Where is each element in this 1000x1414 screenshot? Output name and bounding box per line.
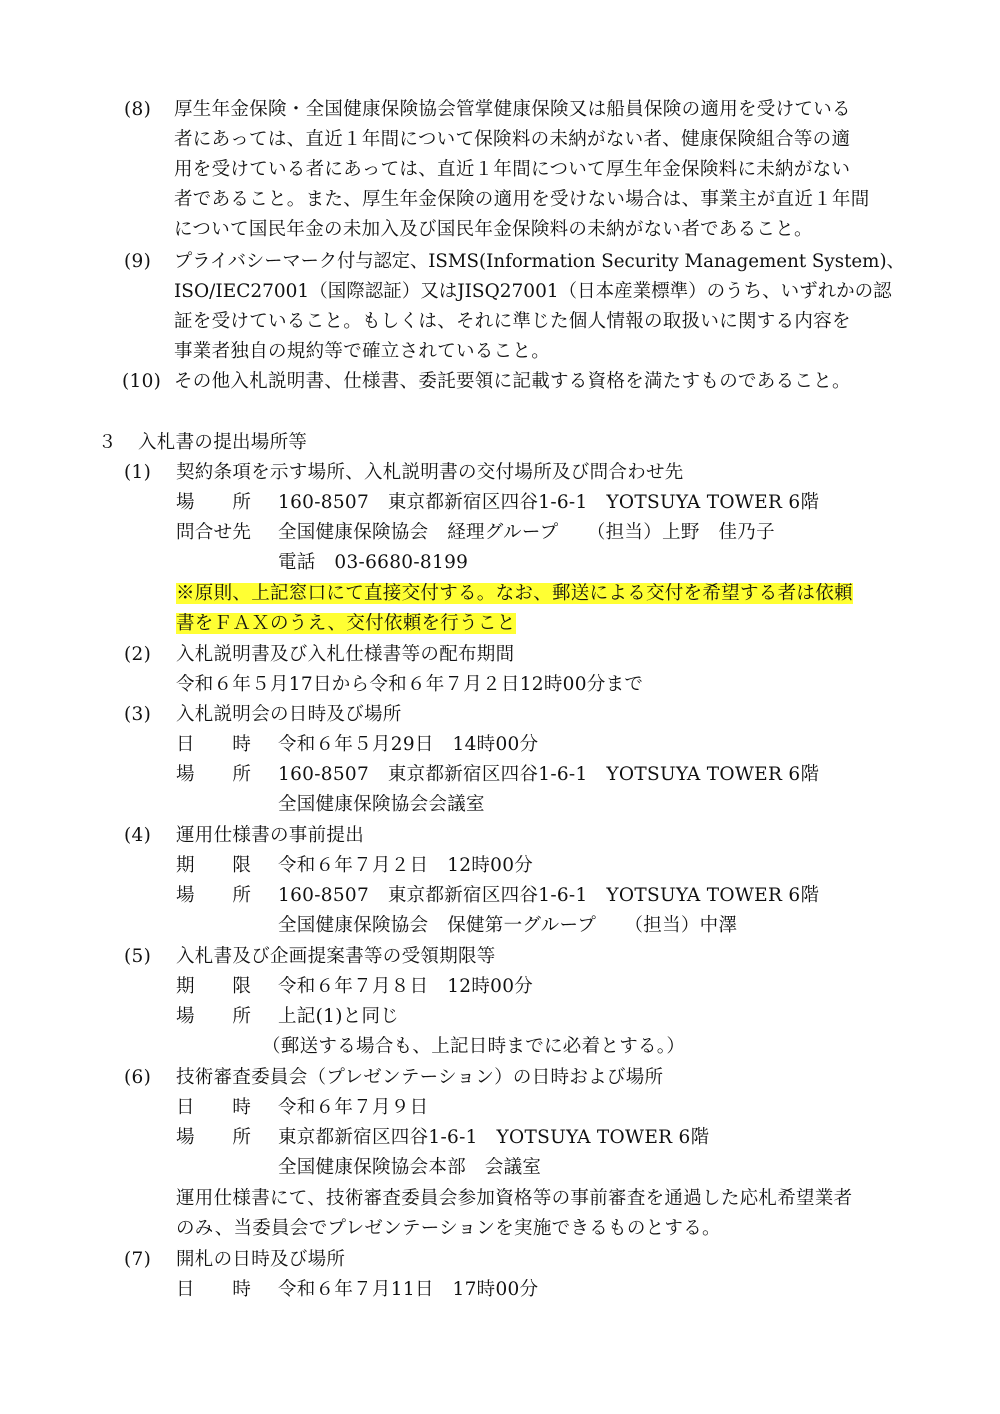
sub-1-note-line-1: ※原則、上記窓口にて直接交付する。なお、郵送による交付を希望する者は依頼 [176,583,853,604]
sub-6-number: (6) [124,1067,152,1088]
sub-6-place-value-2: 全国健康保険協会本部 会議室 [278,1157,542,1178]
sub-5-number: (5) [124,946,152,967]
sub-3-date-label: 日 時 [176,734,252,755]
sub-4-place-value-2: 全国健康保険協会 保健第一グループ （担当）中澤 [278,915,738,936]
sub-6-date-value: 令和６年７月９日 [278,1097,429,1118]
sub-1-contact-value: 全国健康保険協会 経理グループ （担当）上野 佳乃子 [278,522,775,543]
sub-6-place-label: 場 所 [176,1127,252,1148]
item-10-text: その他入札説明書、仕様書、委託要領に記載する資格を満たすものであること。 [174,371,851,392]
sub-1-phone: 電話 03-6680-8199 [278,552,469,573]
section-3-number: ３ [98,432,117,453]
sub-6-body-line-2: のみ、当委員会でプレゼンテーションを実施できるものとする。 [176,1218,721,1239]
sub-5-note: （郵送する場合も、上記日時までに必着とする。） [262,1036,686,1057]
sub-2-number: (2) [124,644,152,665]
sub-2-period: 令和６年５月17日から令和６年７月２日12時00分まで [176,674,644,695]
sub-6-body-line-1: 運用仕様書にて、技術審査委員会参加資格等の事前審査を通過した応札希望業者 [176,1188,853,1209]
item-10-number: (10) [122,371,162,392]
sub-4-place-label: 場 所 [176,885,252,906]
item-8-line-4: 者であること。また、厚生年金保険の適用を受けない場合は、事業主が直近１年間 [174,189,870,210]
sub-6-title: 技術審査委員会（プレゼンテーション）の日時および場所 [176,1067,664,1088]
sub-6-place-value: 東京都新宿区四谷1-6-1 YOTSUYA TOWER 6階 [278,1127,710,1148]
section-3-title: 入札書の提出場所等 [138,432,308,453]
sub-1-title: 契約条項を示す場所、入札説明書の交付場所及び問合わせ先 [176,462,684,483]
sub-7-date-label: 日 時 [176,1279,252,1300]
item-9-line-1: プライバシーマーク付与認定、ISMS(Information Security Management System)、 [174,251,905,272]
sub-1-contact-label: 問合せ先 [176,522,252,543]
sub-3-place-value: 160-8507 東京都新宿区四谷1-6-1 YOTSUYA TOWER 6階 [278,764,820,785]
sub-3-number: (3) [124,704,152,725]
sub-5-place-value: 上記(1)と同じ [278,1006,400,1027]
item-9-line-2: ISO/IEC27001（国際認証）又はJISQ27001（日本産業標準）のうち、いずれかの認 [174,281,892,302]
sub-1-place-label: 場 所 [176,492,252,513]
sub-5-deadline-value: 令和６年７月８日 12時00分 [278,976,534,997]
item-8-line-1: 厚生年金保険・全国健康保険協会管掌健康保険又は船員保険の適用を受けている [174,99,851,120]
sub-3-date-value: 令和６年５月29日 14時00分 [278,734,539,755]
item-9-line-4: 事業者独自の規約等で確立されていること。 [174,341,551,362]
sub-4-number: (4) [124,825,152,846]
sub-7-date-value: 令和６年７月11日 17時00分 [278,1279,539,1300]
sub-2-title: 入札説明書及び入札仕様書等の配布期間 [176,644,515,665]
sub-7-number: (7) [124,1249,152,1270]
sub-4-deadline-label: 期 限 [176,855,252,876]
sub-3-title: 入札説明会の日時及び場所 [176,704,402,725]
sub-4-deadline-value: 令和６年７月２日 12時00分 [278,855,534,876]
item-8-line-2: 者にあっては、直近１年間について保険料の未納がない者、健康保険組合等の適 [174,129,851,150]
sub-7-title: 開札の日時及び場所 [176,1249,346,1270]
sub-1-place-value: 160-8507 東京都新宿区四谷1-6-1 YOTSUYA TOWER 6階 [278,492,820,513]
item-9-line-3: 証を受けていること。もしくは、それに準じた個人情報の取扱いに関する内容を [174,311,851,332]
sub-6-date-label: 日 時 [176,1097,252,1118]
sub-5-place-label: 場 所 [176,1006,252,1027]
sub-5-title: 入札書及び企画提案書等の受領期限等 [176,946,496,967]
item-9-number: (9) [124,251,152,272]
sub-5-deadline-label: 期 限 [176,976,252,997]
sub-3-place-label: 場 所 [176,764,252,785]
sub-4-place-value: 160-8507 東京都新宿区四谷1-6-1 YOTSUYA TOWER 6階 [278,885,820,906]
item-8-number: (8) [124,99,152,120]
sub-4-title: 運用仕様書の事前提出 [176,825,365,846]
sub-1-number: (1) [124,462,152,483]
sub-3-place-value-2: 全国健康保険協会会議室 [278,794,485,815]
item-8-line-3: 用を受けている者にあっては、直近１年間について厚生年金保険料に未納がない [174,159,851,180]
item-8-line-5: について国民年金の未加入及び国民年金保険料の未納がない者であること。 [174,219,813,240]
sub-1-note-line-2: 書をＦＡＸのうえ、交付依頼を行うこと [176,613,516,634]
